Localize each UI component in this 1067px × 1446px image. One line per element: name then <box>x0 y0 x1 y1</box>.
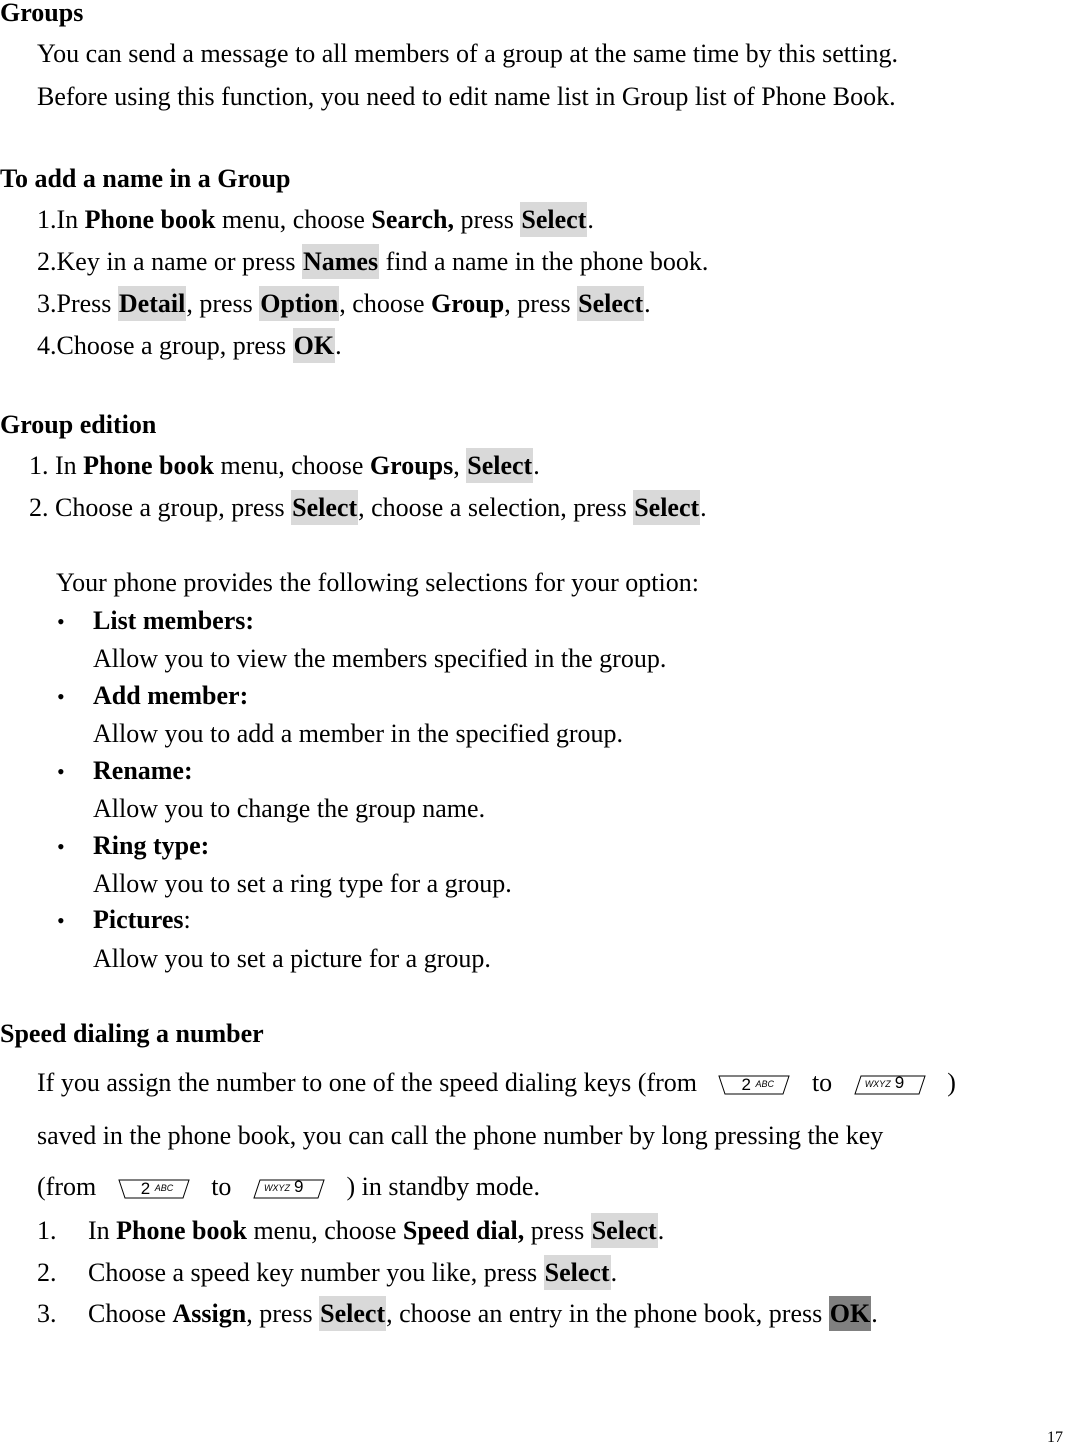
select-softkey-label: Select <box>544 1255 611 1290</box>
option-ring-type: Ring type: <box>93 831 210 860</box>
speed-dial-text-line-2: saved in the phone book, you can call the phone number by long pressing the key <box>37 1121 884 1150</box>
key-2-icon: 2 ABC <box>117 1178 191 1200</box>
option-pictures: Pictures: <box>93 905 191 934</box>
add-name-heading: To add a name in a Group <box>0 164 291 193</box>
speed-dial-step-1: In Phone book menu, choose Speed dial, press Select. <box>88 1218 664 1244</box>
option-add-member: Add member: <box>93 681 249 710</box>
groups-heading: Groups <box>0 0 84 27</box>
speed-dial-step-1-number: 1. <box>37 1216 57 1245</box>
option-pictures-desc: Allow you to set a picture for a group. <box>93 944 491 973</box>
add-name-step-1: 1.In Phone book menu, choose Search, press Select. <box>37 207 594 233</box>
ok-softkey-label: OK <box>293 328 335 363</box>
speed-dial-step-2: Choose a speed key number you like, press Select. <box>88 1260 617 1286</box>
bullet-icon: • <box>57 684 65 709</box>
option-softkey-label: Option <box>259 286 339 321</box>
speed-dial-step-2-number: 2. <box>37 1258 57 1287</box>
names-softkey-label: Names <box>302 244 379 279</box>
ok-softkey-label: OK <box>829 1296 871 1331</box>
group-edition-heading: Group edition <box>0 410 157 439</box>
bullet-icon: • <box>57 609 65 634</box>
option-list-members: List members: <box>93 606 255 635</box>
select-softkey-label: Select <box>291 490 358 525</box>
speed-dial-step-3-number: 3. <box>37 1299 57 1328</box>
speed-dial-heading: Speed dialing a number <box>0 1019 264 1048</box>
key-9-icon: 9 WXYZ <box>853 1074 927 1096</box>
select-softkey-label: Select <box>319 1296 386 1331</box>
select-softkey-label: Select <box>466 448 533 483</box>
select-softkey-label: Select <box>591 1213 658 1248</box>
option-ring-type-desc: Allow you to set a ring type for a group. <box>93 869 512 898</box>
option-add-member-desc: Allow you to add a member in the specified group. <box>93 719 623 748</box>
add-name-step-3: 3.Press Detail, press Option, choose Group, press Select. <box>37 291 651 317</box>
speed-dial-text-line-3: (from 2 ABC to 9 WXYZ ) in standby mode. <box>37 1172 540 1201</box>
detail-softkey-label: Detail <box>118 286 186 321</box>
key-2-icon: 2 ABC <box>717 1074 791 1096</box>
group-edition-step-2: 2. Choose a group, press Select, choose a selection, press Select. <box>29 495 707 521</box>
add-name-step-2: 2.Key in a name or press Names find a name in the phone book. <box>37 249 708 275</box>
option-rename-desc: Allow you to change the group name. <box>93 794 486 823</box>
speed-dial-step-3: Choose Assign, press Select, choose an entry in the phone book, press OK. <box>88 1301 878 1327</box>
page-number: 17 <box>1047 1429 1063 1446</box>
option-list-members-desc: Allow you to view the members specified in the group. <box>93 644 667 673</box>
option-rename: Rename: <box>93 756 193 785</box>
select-softkey-label: Select <box>577 286 644 321</box>
key-9-icon: 9 WXYZ <box>252 1178 326 1200</box>
groups-text-line-1: You can send a message to all members of a group at the same time by this setting. <box>37 39 898 68</box>
options-intro: Your phone provides the following selections for your option: <box>56 568 699 597</box>
bullet-icon: • <box>57 908 65 933</box>
select-softkey-label: Select <box>520 202 587 237</box>
group-edition-step-1: 1. In Phone book menu, choose Groups, Select. <box>29 453 540 479</box>
bullet-icon: • <box>57 834 65 859</box>
speed-dial-text-line-1: If you assign the number to one of the speed dialing keys (from 2 ABC to 9 WXYZ ) <box>37 1068 956 1097</box>
bullet-icon: • <box>57 759 65 784</box>
groups-text-line-2: Before using this function, you need to edit name list in Group list of Phone Book. <box>37 82 896 111</box>
add-name-step-4: 4.Choose a group, press OK. <box>37 333 342 359</box>
select-softkey-label: Select <box>633 490 700 525</box>
